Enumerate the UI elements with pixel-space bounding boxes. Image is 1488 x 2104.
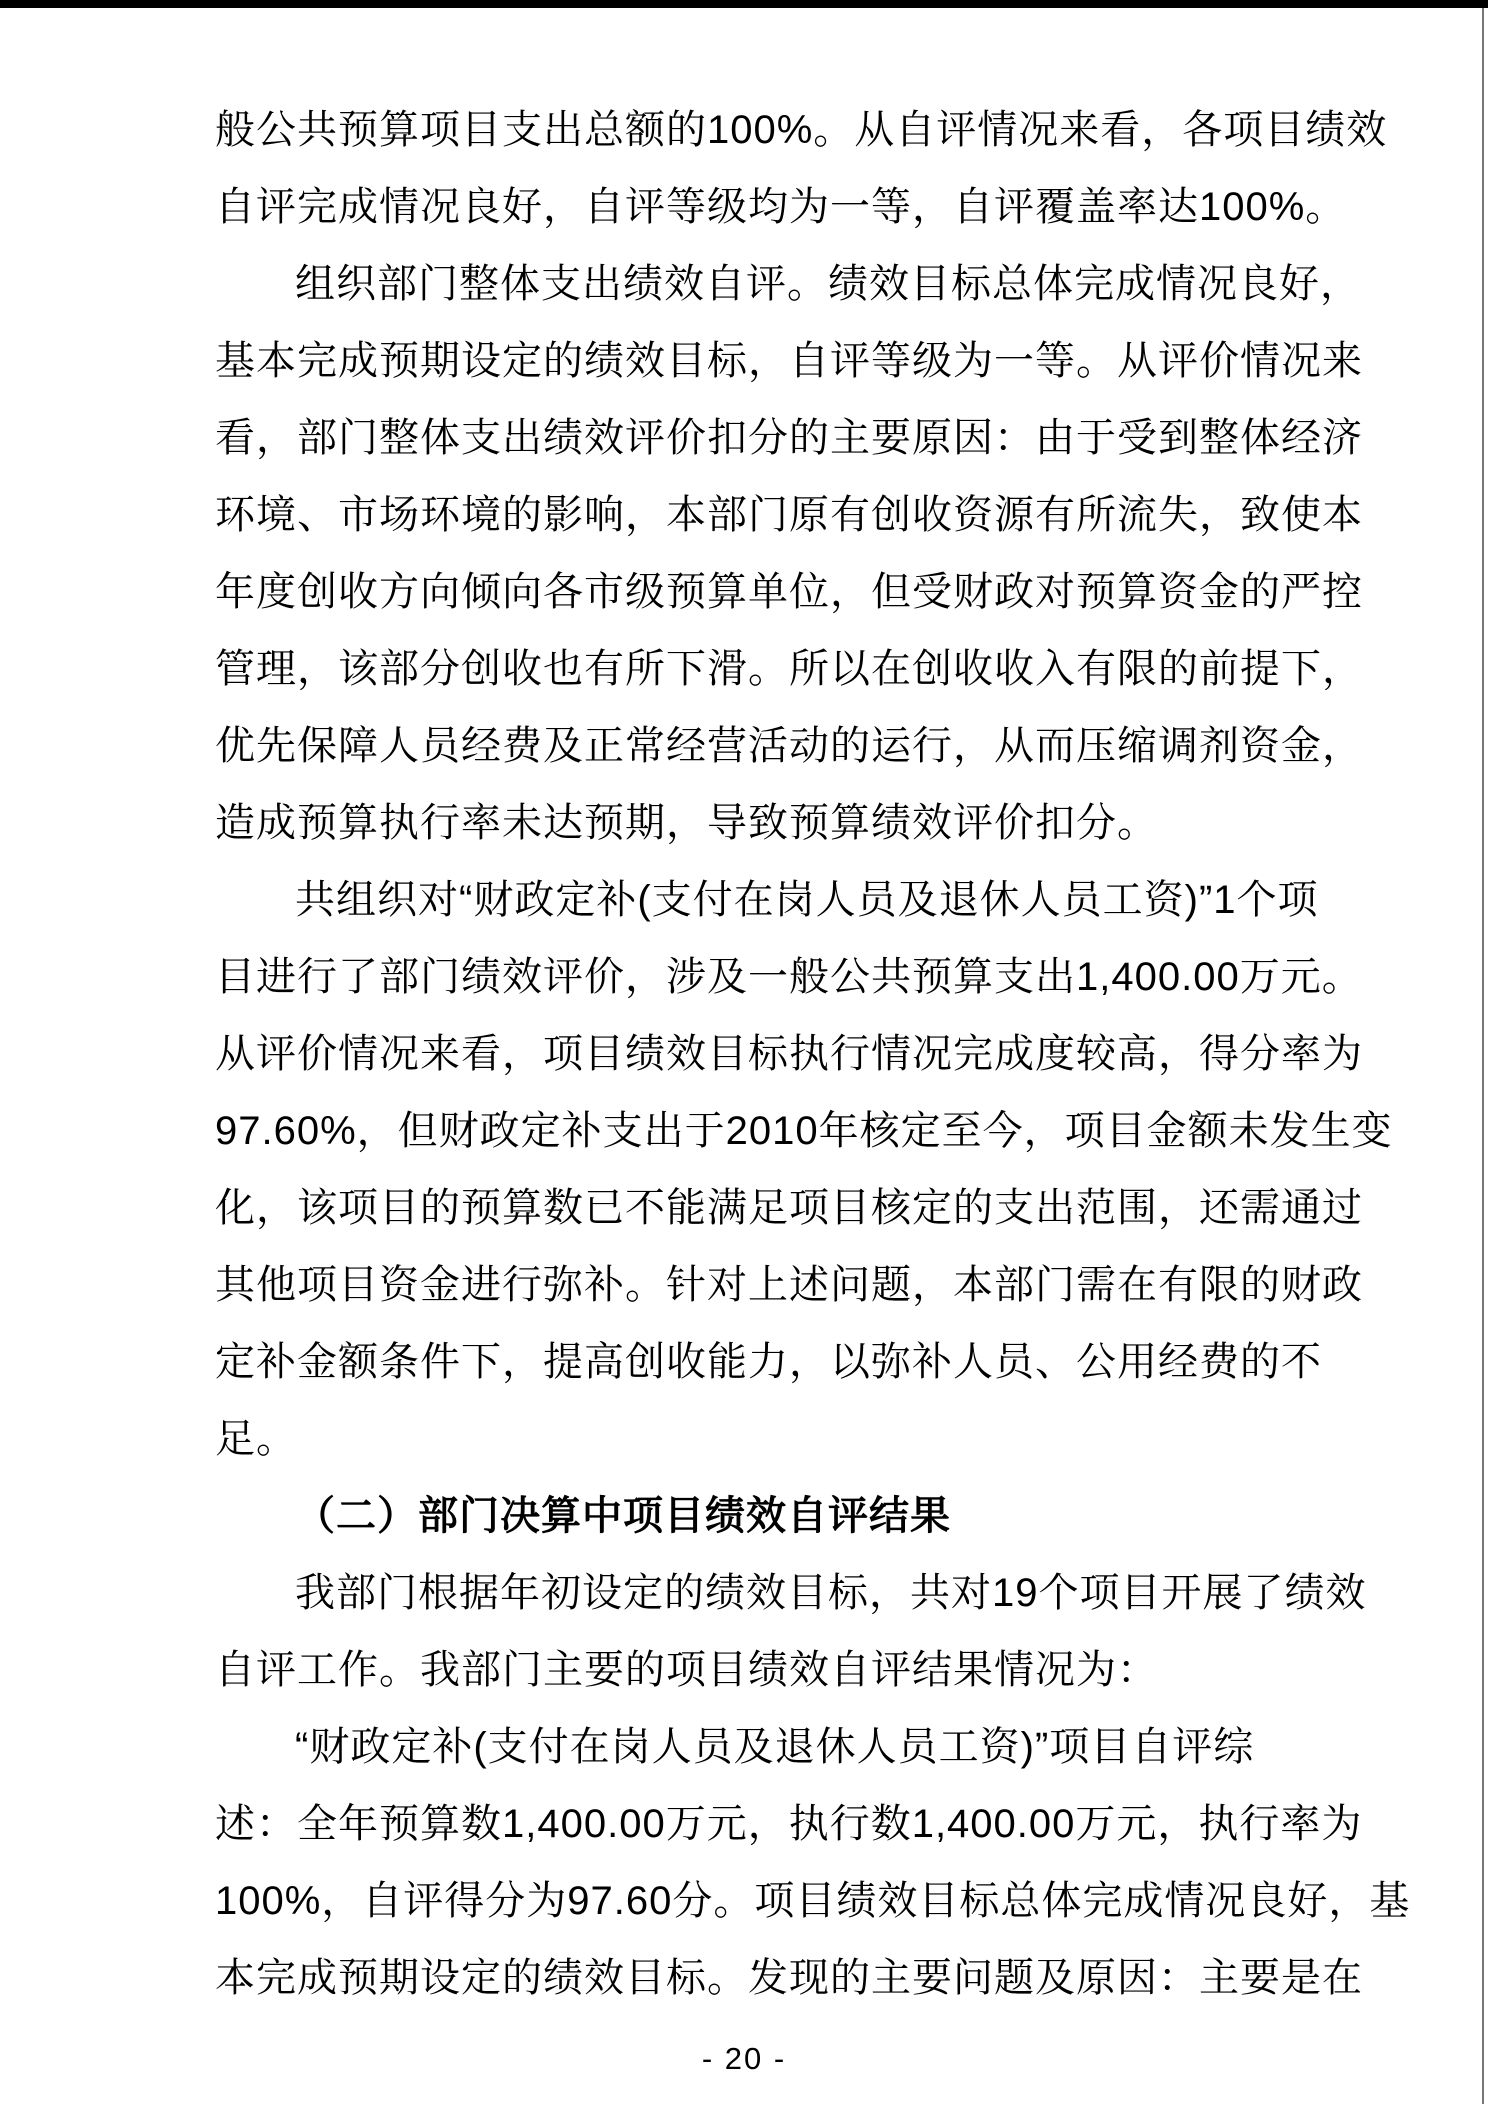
text-line: “财政定补(支付在岗人员及退休人员工资)”项目自评综 <box>295 1725 1255 1769</box>
text-line: 本完成预期设定的绩效目标。发现的主要问题及原因：主要是在 <box>215 1956 1363 2000</box>
top-border-bar <box>0 0 1488 8</box>
document-body <box>215 92 1411 2017</box>
right-edge-scan-line <box>1482 8 1484 2104</box>
text-line: 管理，该部分创收也有所下滑。所以在创收收入有限的前提下， <box>215 647 1363 691</box>
text-line: 其他项目资金进行弥补。针对上述问题，本部门需在有限的财政 <box>215 1263 1363 1307</box>
text-line: 化，该项目的预算数已不能满足项目核定的支出范围，还需通过 <box>215 1186 1363 1230</box>
text-line: 定补金额条件下，提高创收能力，以弥补人员、公用经费的不 <box>215 1340 1322 1384</box>
text-line: 自评工作。我部门主要的项目绩效自评结果情况为： <box>215 1648 1158 1692</box>
text-line: 看，部门整体支出绩效评价扣分的主要原因：由于受到整体经济 <box>215 416 1363 460</box>
text-line: 97.60%，但财政定补支出于2010年核定至今，项目金额未发生变 <box>215 1109 1393 1153</box>
text-line: 述：全年预算数1,400.00万元，执行数1,400.00万元，执行率为 <box>215 1802 1363 1846</box>
text-line: 造成预算执行率未达预期，导致预算绩效评价扣分。 <box>215 801 1158 845</box>
text-line: 共组织对“财政定补(支付在岗人员及退休人员工资)”1个项 <box>295 878 1319 922</box>
text-line: 我部门根据年初设定的绩效目标，共对19个项目开展了绩效 <box>295 1571 1367 1615</box>
text-line: 目进行了部门绩效评价，涉及一般公共预算支出1,400.00万元。 <box>215 955 1363 999</box>
text-line: 优先保障人员经费及正常经营活动的运行，从而压缩调剂资金， <box>215 724 1363 768</box>
text-line: 年度创收方向倾向各市级预算单位，但受财政对预算资金的严控 <box>215 570 1363 614</box>
text-line: 100%，自评得分为97.60分。项目绩效目标总体完成情况良好，基 <box>215 1879 1411 1923</box>
section-heading: （二）部门决算中项目绩效自评结果 <box>295 1494 951 1538</box>
text-line: 环境、市场环境的影响，本部门原有创收资源有所流失，致使本 <box>215 493 1363 537</box>
text-line: 从评价情况来看，项目绩效目标执行情况完成度较高，得分率为 <box>215 1032 1363 1076</box>
page-number: - 20 - <box>701 2041 787 2076</box>
text-line: 自评完成情况良好，自评等级均为一等，自评覆盖率达100%。 <box>215 185 1347 229</box>
text-line: 基本完成预期设定的绩效目标，自评等级为一等。从评价情况来 <box>215 339 1363 383</box>
text-line: 般公共预算项目支出总额的100%。从自评情况来看，各项目绩效 <box>215 108 1388 152</box>
text-line: 足。 <box>215 1417 297 1461</box>
text-line: 组织部门整体支出绩效自评。绩效目标总体完成情况良好， <box>295 262 1361 306</box>
